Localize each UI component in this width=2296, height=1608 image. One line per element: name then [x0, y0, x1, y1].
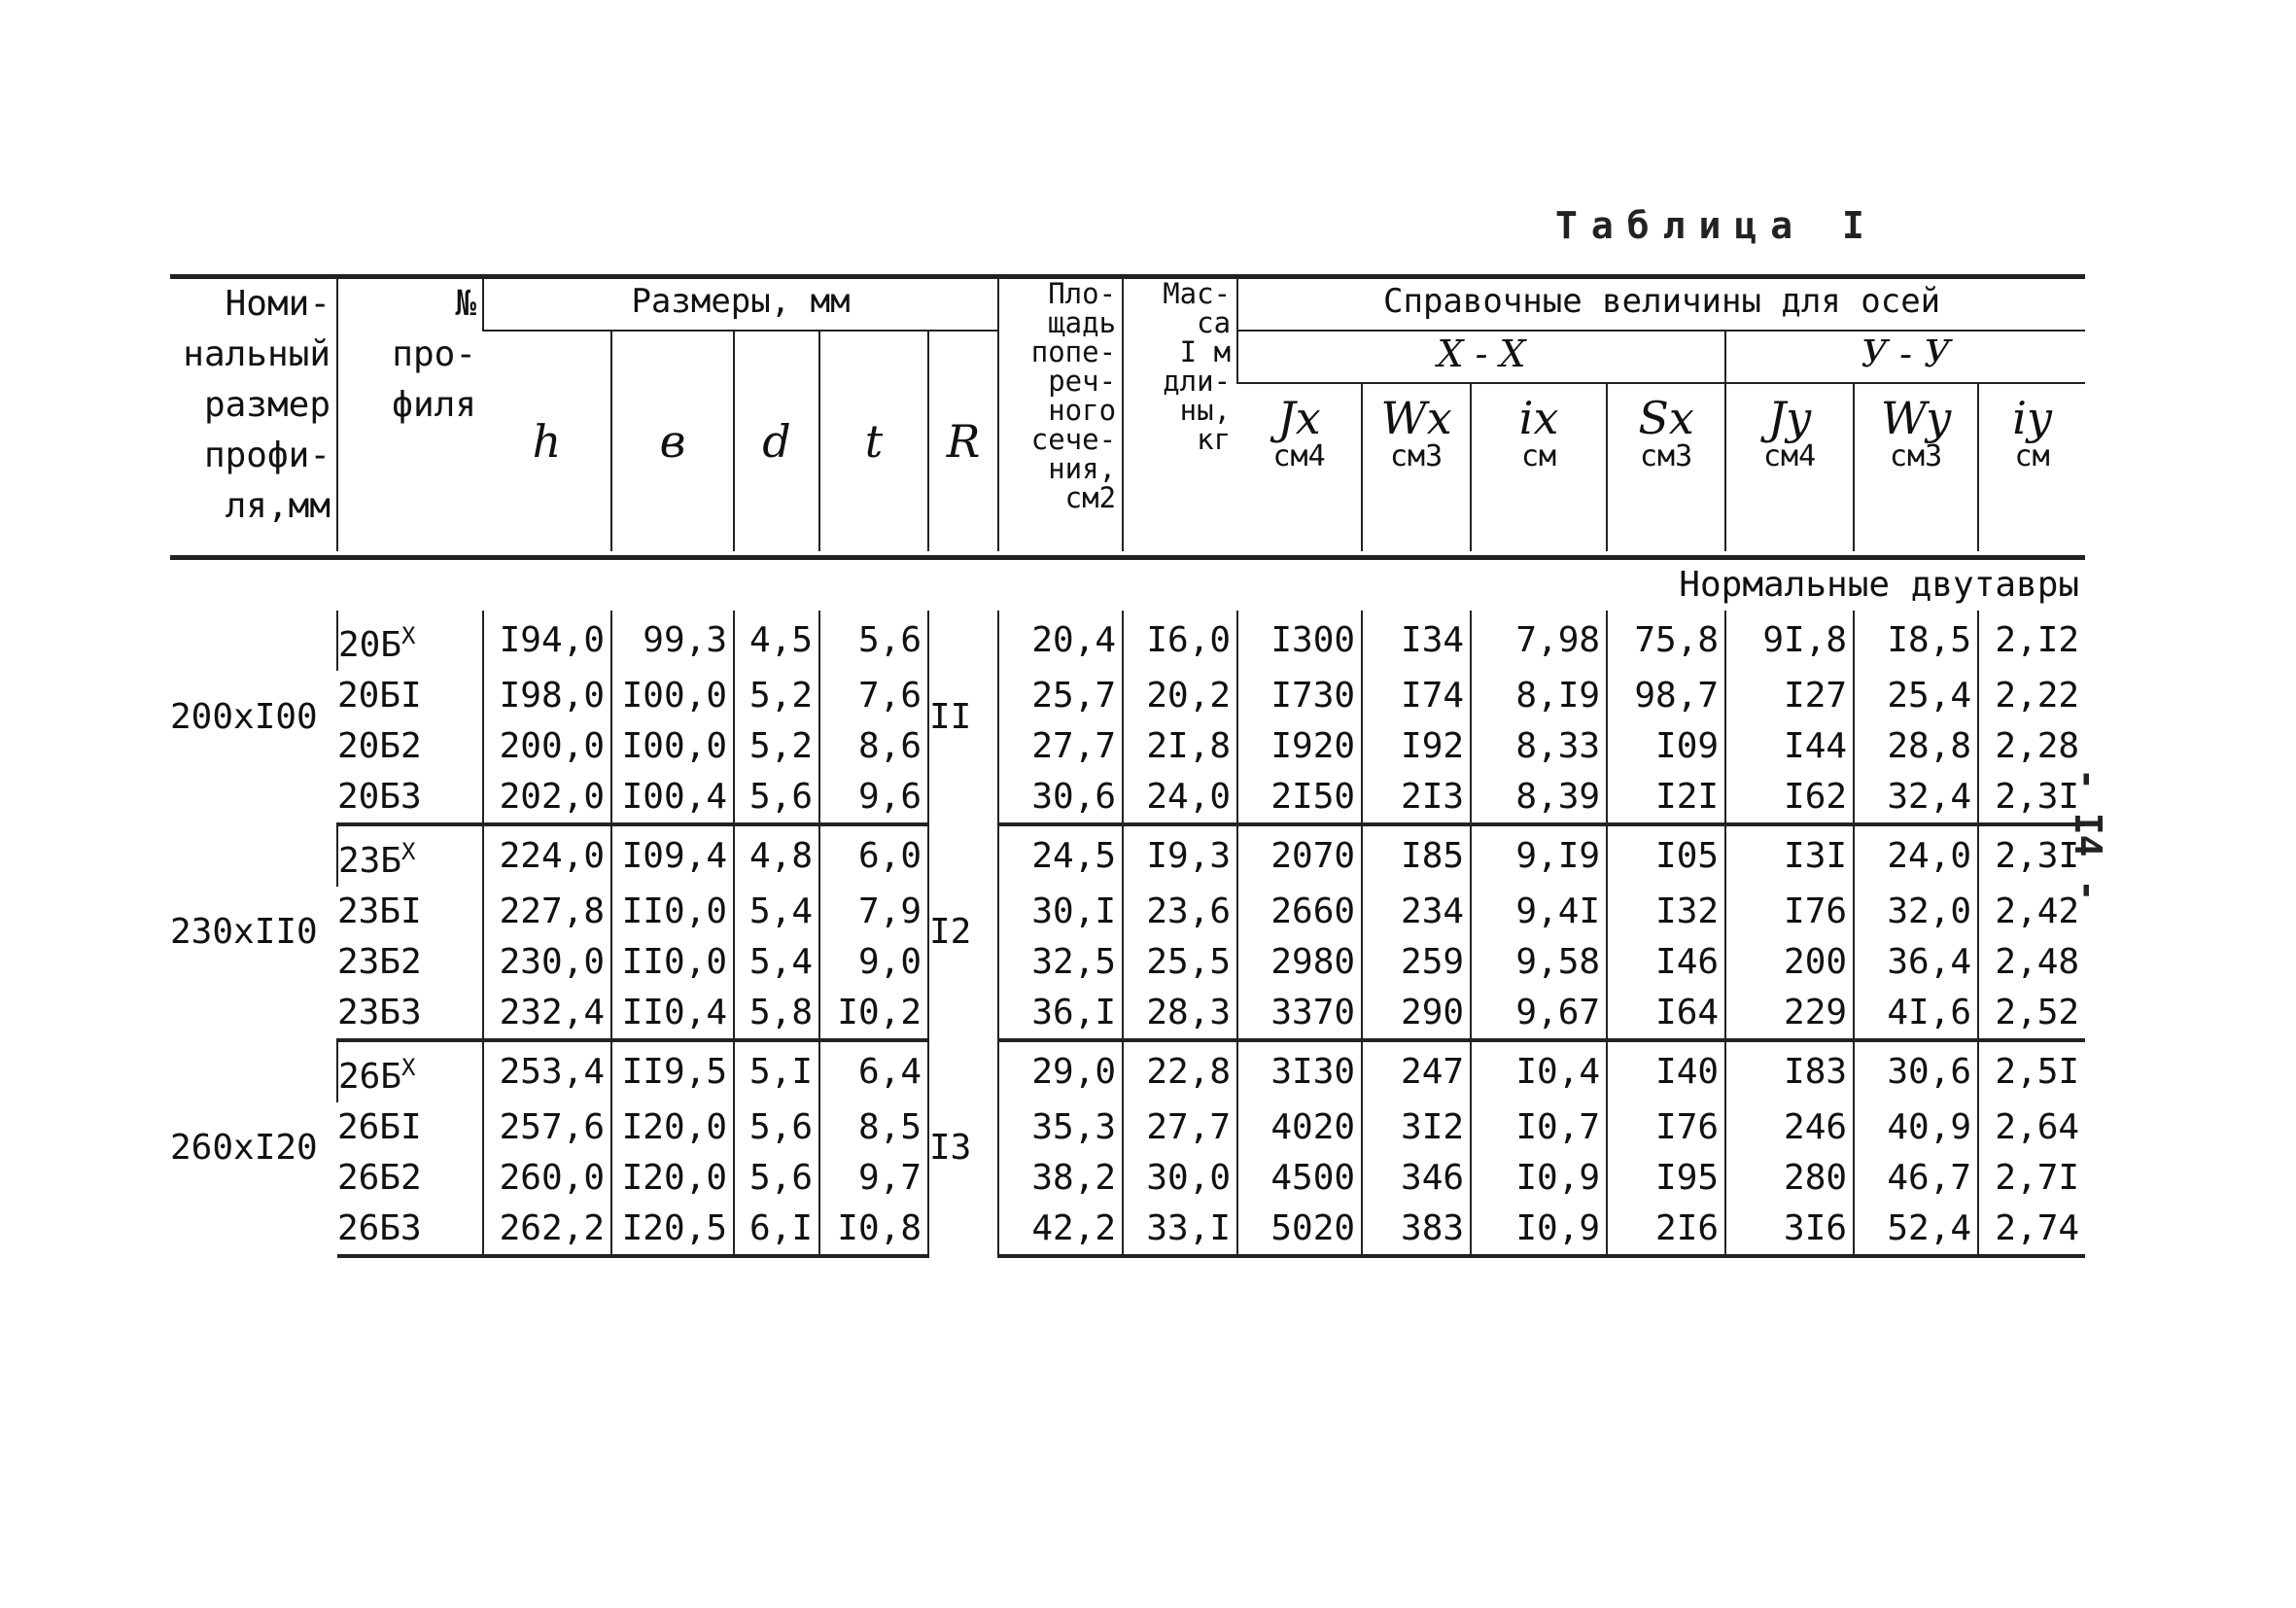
jx-cell: 2070 [1237, 824, 1362, 887]
b-cell: I09,4 [611, 824, 734, 887]
a-cell: 25,7 [998, 671, 1123, 721]
t-cell: 9,6 [819, 772, 928, 824]
jy-cell: I27 [1725, 671, 1854, 721]
profile-cell: 20Б3 [337, 772, 483, 824]
table-header [170, 277, 2085, 612]
wx-cell: 290 [1362, 988, 1471, 1040]
jy-header: Jy см4 [1725, 383, 1854, 551]
table-row [170, 824, 2085, 887]
d-cell: 5,I [734, 1040, 819, 1102]
reference-values-header: Справочные величины для осей [1237, 277, 2085, 332]
d-cell: 5,2 [734, 671, 819, 721]
a-cell: 30,6 [998, 772, 1123, 824]
jy-cell: 200 [1725, 937, 1854, 988]
r-header: R [928, 331, 998, 551]
profile-cell: 26Б3 [337, 1204, 483, 1256]
d-cell: 5,6 [734, 1153, 819, 1204]
b-cell: II0,0 [611, 937, 734, 988]
page-number: - I4 - [2067, 768, 2109, 902]
ix-cell: 8,33 [1471, 721, 1607, 772]
profile-table [170, 274, 2085, 1258]
wy-cell: 25,4 [1854, 671, 1978, 721]
h-cell: I98,0 [483, 671, 611, 721]
ix-cell: 9,67 [1471, 988, 1607, 1040]
b-cell: I00,0 [611, 671, 734, 721]
m-cell: 24,0 [1123, 772, 1237, 824]
jx-cell: 3370 [1237, 988, 1362, 1040]
a-cell: 24,5 [998, 824, 1123, 887]
jx-cell: 4500 [1237, 1153, 1362, 1204]
wy-cell: 32,0 [1854, 887, 1978, 937]
profile-cell: 20БI [337, 676, 422, 716]
ix-cell: 9,I9 [1471, 824, 1607, 887]
wx-cell: 3I2 [1362, 1102, 1471, 1153]
profile-cell: 23БI [337, 891, 422, 931]
jx-cell: 2I50 [1237, 772, 1362, 824]
mass-header: Мас- са I м дли- ны, кг [1123, 277, 1237, 552]
sx-cell: I09 [1607, 721, 1725, 772]
d-cell: 5,6 [734, 772, 819, 824]
jx-cell: I300 [1237, 611, 1362, 671]
h-header: h [532, 415, 562, 468]
d-cell: 5,4 [734, 887, 819, 937]
b-cell: I20,5 [611, 1204, 734, 1256]
a-cell: 35,3 [998, 1102, 1123, 1153]
d-header: d [734, 331, 819, 551]
d-cell: 5,4 [734, 937, 819, 988]
profile-cell: $20Б^Х$ [337, 611, 483, 671]
h-cell: 257,6 [483, 1102, 611, 1153]
ix-cell: 8,39 [1471, 772, 1607, 824]
iy-cell: 2,3I [1978, 824, 2085, 887]
wy-cell: 40,9 [1854, 1102, 1978, 1153]
b-cell: II9,5 [611, 1040, 734, 1102]
a-cell: 38,2 [998, 1153, 1123, 1204]
t-cell: 8,6 [819, 721, 928, 772]
m-cell: 30,0 [1123, 1153, 1237, 1204]
wx-cell: 259 [1362, 937, 1471, 988]
jy-cell: 3I6 [1725, 1204, 1854, 1256]
d-cell: 5,8 [734, 988, 819, 1040]
h-cell: 200,0 [483, 721, 611, 772]
b-cell: II0,4 [611, 988, 734, 1040]
table-row [170, 1040, 2085, 1102]
wy-cell: 36,4 [1854, 937, 1978, 988]
h-cell: 260,0 [483, 1153, 611, 1204]
wx-cell: I34 [1362, 611, 1471, 671]
h-cell: 262,2 [483, 1204, 611, 1256]
sx-cell: I40 [1607, 1040, 1725, 1102]
sx-header: Sx см3 [1607, 383, 1725, 551]
jy-cell: I83 [1725, 1040, 1854, 1102]
jx-cell: 3I30 [1237, 1040, 1362, 1102]
d-cell: 6,I [734, 1204, 819, 1256]
sx-cell: I2I [1607, 772, 1725, 824]
iy-cell: 2,5I [1978, 1040, 2085, 1102]
wx-cell: 247 [1362, 1040, 1471, 1102]
nominal-size-header: Номи- нальный размер профи- ля,мм [170, 277, 337, 552]
jx-cell: I920 [1237, 721, 1362, 772]
t-cell: 8,5 [819, 1102, 928, 1153]
d-cell: 5,6 [734, 1102, 819, 1153]
iy-header: iy см [1978, 383, 2085, 551]
b-cell: I20,0 [611, 1153, 734, 1204]
table-row [170, 887, 2085, 937]
table-row [170, 671, 2085, 721]
m-cell: 28,3 [1123, 988, 1237, 1040]
b-cell: I00,4 [611, 772, 734, 824]
ix-header: ix см [1471, 383, 1607, 551]
table-caption: Таблица I [1555, 204, 1878, 247]
profile-cell: 20Б2 [337, 726, 422, 766]
jy-cell: I44 [1725, 721, 1854, 772]
jy-cell: I76 [1725, 887, 1854, 937]
iy-cell: 2,74 [1978, 1204, 2085, 1256]
table-row [170, 721, 2085, 772]
jx-cell: 5020 [1237, 1204, 1362, 1256]
dimensions-header: Размеры, мм [483, 277, 998, 332]
ix-cell: 7,98 [1471, 611, 1607, 671]
t-cell: 9,7 [819, 1153, 928, 1204]
h-cell: 230,0 [483, 937, 611, 988]
t-cell: 6,4 [819, 1040, 928, 1102]
jy-cell: 9I,8 [1725, 611, 1854, 671]
area-header: Пло- щадь попе- реч- ного сече- ния, см2 [998, 277, 1123, 552]
a-cell: 30,I [998, 887, 1123, 937]
profile-cell: 26БI [337, 1107, 422, 1147]
h-cell: 227,8 [483, 887, 611, 937]
wx-cell: 383 [1362, 1204, 1471, 1256]
ix-cell: I0,9 [1471, 1153, 1607, 1204]
jy-cell: 246 [1725, 1102, 1854, 1153]
sx-cell: I95 [1607, 1153, 1725, 1204]
sx-cell: I46 [1607, 937, 1725, 988]
m-cell: 2I,8 [1123, 721, 1237, 772]
jx-cell: 2660 [1237, 887, 1362, 937]
d-cell: 5,2 [734, 721, 819, 772]
sx-cell: 75,8 [1607, 611, 1725, 671]
wy-cell: I8,5 [1854, 611, 1978, 671]
jy-cell: 229 [1725, 988, 1854, 1040]
ix-cell: I0,4 [1471, 1040, 1607, 1102]
nominal-size-cell: 230xII0 [170, 912, 318, 952]
ix-cell: 9,58 [1471, 937, 1607, 988]
iy-cell: 2,28 [1978, 721, 2085, 772]
d-cell: 4,8 [734, 824, 819, 887]
radius-cell: II [928, 611, 998, 824]
table-row [170, 772, 2085, 824]
table-row [170, 937, 2085, 988]
wy-cell: 28,8 [1854, 721, 1978, 772]
axis-x-header: X - X [1237, 331, 1725, 383]
table-body [170, 611, 2085, 1256]
d-cell: 4,5 [734, 611, 819, 671]
iy-cell: 2,3I [1978, 772, 2085, 824]
a-cell: 29,0 [998, 1040, 1123, 1102]
m-cell: 23,6 [1123, 887, 1237, 937]
profile-number-header: № про- филя [337, 277, 483, 552]
wy-cell: 4I,6 [1854, 988, 1978, 1040]
b-cell: 99,3 [611, 611, 734, 671]
jx-cell: 4020 [1237, 1102, 1362, 1153]
b-cell: I20,0 [611, 1102, 734, 1153]
wx-cell: I85 [1362, 824, 1471, 887]
iy-cell: 2,7I [1978, 1153, 2085, 1204]
a-cell: 20,4 [998, 611, 1123, 671]
m-cell: 33,I [1123, 1204, 1237, 1256]
jx-cell: 2980 [1237, 937, 1362, 988]
radius-cell: I3 [928, 1040, 998, 1256]
h-cell: I94,0 [483, 611, 611, 671]
t-cell: 6,0 [819, 824, 928, 887]
radius-cell: I2 [928, 824, 998, 1040]
b-header: в [611, 331, 734, 551]
ix-cell: I0,7 [1471, 1102, 1607, 1153]
t-cell: 7,6 [819, 671, 928, 721]
ix-cell: 8,I9 [1471, 671, 1607, 721]
b-cell: II0,0 [611, 887, 734, 937]
t-header: t [819, 331, 928, 551]
table-row [170, 1153, 2085, 1204]
a-cell: 32,5 [998, 937, 1123, 988]
b-cell: I00,0 [611, 721, 734, 772]
h-cell: 232,4 [483, 988, 611, 1040]
t-cell: 5,6 [819, 611, 928, 671]
a-cell: 27,7 [998, 721, 1123, 772]
iy-cell: 2,64 [1978, 1102, 2085, 1153]
profile-superscript: Х [401, 838, 416, 865]
table-row [170, 611, 2085, 671]
table-row [170, 1102, 2085, 1153]
wx-cell: 2I3 [1362, 772, 1471, 824]
iy-cell: 2,42 [1978, 887, 2085, 937]
iy-cell: 2,I2 [1978, 611, 2085, 671]
jy-cell: 280 [1725, 1153, 1854, 1204]
axis-y-header: У - У [1725, 331, 2085, 383]
section-title: Нормальные двутавры [1679, 565, 2080, 605]
t-cell: I0,8 [819, 1204, 928, 1256]
t-cell: 9,0 [819, 937, 928, 988]
sx-cell: 98,7 [1607, 671, 1725, 721]
wy-cell: 52,4 [1854, 1204, 1978, 1256]
jx-cell: I730 [1237, 671, 1362, 721]
jx-header: Jx см4 [1272, 392, 1326, 473]
wy-cell: 24,0 [1854, 824, 1978, 887]
m-cell: 25,5 [1123, 937, 1237, 988]
m-cell: 20,2 [1123, 671, 1237, 721]
profile-cell: $23Б^Х$ [337, 824, 483, 887]
iy-cell: 2,48 [1978, 937, 2085, 988]
iy-cell: 2,22 [1978, 671, 2085, 721]
jy-cell: I62 [1725, 772, 1854, 824]
table-row [170, 988, 2085, 1040]
a-cell: 42,2 [998, 1204, 1123, 1256]
sx-cell: I76 [1607, 1102, 1725, 1153]
wx-cell: 346 [1362, 1153, 1471, 1204]
sx-cell: I64 [1607, 988, 1725, 1040]
sx-cell: 2I6 [1607, 1204, 1725, 1256]
sx-cell: I05 [1607, 824, 1725, 887]
profile-cell: $26Б^Х$ [337, 1040, 483, 1102]
profile-superscript: Х [401, 622, 416, 649]
m-cell: I6,0 [1123, 611, 1237, 671]
t-cell: I0,2 [819, 988, 928, 1040]
h-cell: 202,0 [483, 772, 611, 824]
wx-cell: I74 [1362, 671, 1471, 721]
wy-cell: 32,4 [1854, 772, 1978, 824]
m-cell: 22,8 [1123, 1040, 1237, 1102]
profile-cell: 23Б3 [337, 988, 483, 1040]
profile-cell: 26Б2 [337, 1158, 422, 1198]
nominal-size-cell: 200xI00 [170, 697, 318, 737]
iy-cell: 2,52 [1978, 988, 2085, 1040]
wy-cell: 46,7 [1854, 1153, 1978, 1204]
profile-cell: 23Б2 [337, 942, 422, 982]
nominal-size-cell: 260xI20 [170, 1128, 318, 1168]
t-cell: 7,9 [819, 887, 928, 937]
wx-cell: 234 [1362, 887, 1471, 937]
m-cell: I9,3 [1123, 824, 1237, 887]
h-cell: 253,4 [483, 1040, 611, 1102]
m-cell: 27,7 [1123, 1102, 1237, 1153]
h-cell: 224,0 [483, 824, 611, 887]
wx-header: Wx см3 [1362, 383, 1471, 551]
wx-cell: I92 [1362, 721, 1471, 772]
table-row [170, 1204, 2085, 1256]
ix-cell: I0,9 [1471, 1204, 1607, 1256]
wy-cell: 30,6 [1854, 1040, 1978, 1102]
a-cell: 36,I [998, 988, 1123, 1040]
profile-superscript: Х [401, 1054, 416, 1081]
ix-cell: 9,4I [1471, 887, 1607, 937]
sx-cell: I32 [1607, 887, 1725, 937]
jy-cell: I3I [1725, 824, 1854, 887]
wy-header: Wy см3 [1854, 383, 1978, 551]
